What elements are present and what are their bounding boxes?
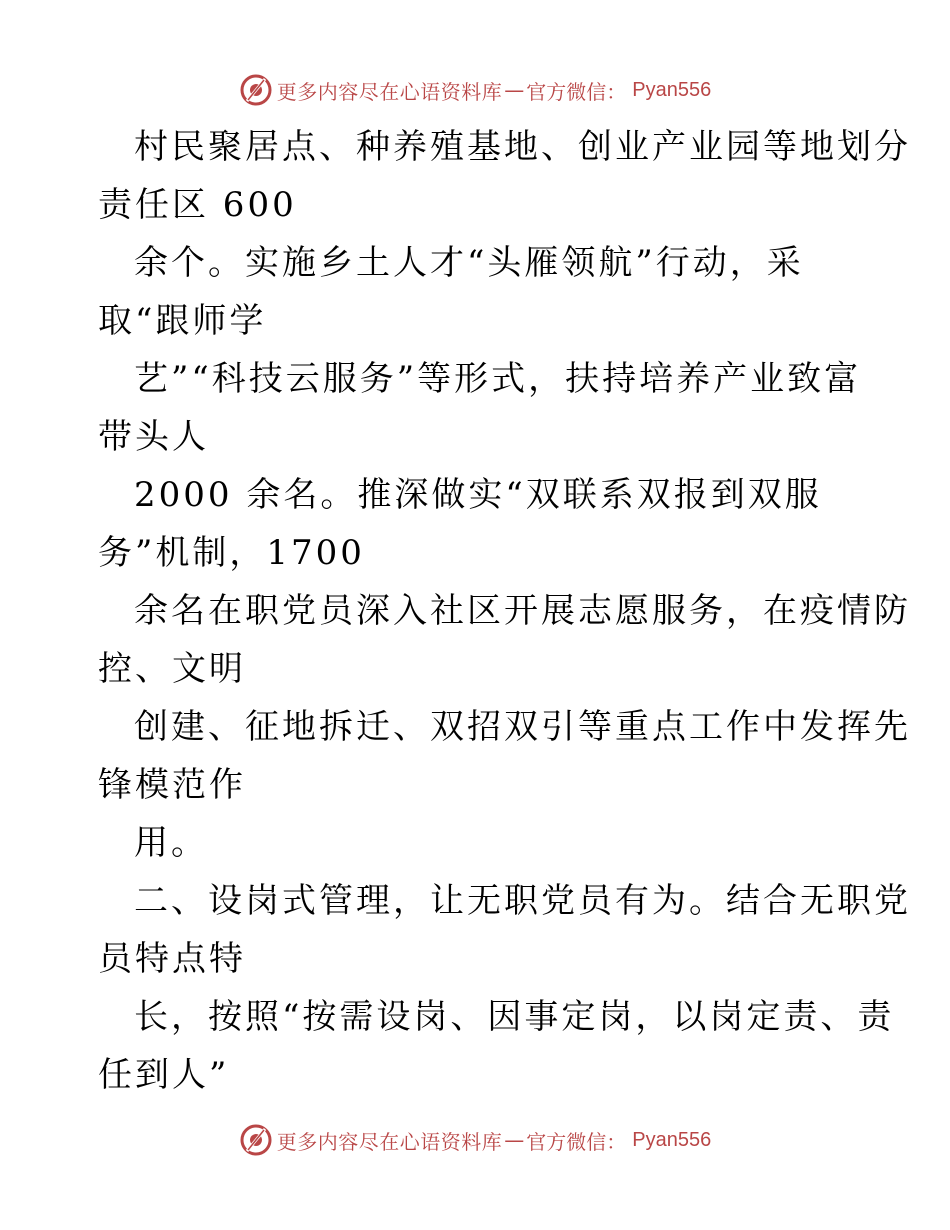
watermark-brand-text: 更多内容尽在心语资料库 <box>276 1129 503 1154</box>
watermark-account: Pyan556 <box>632 1128 712 1151</box>
watermark-wechat-label: 官方微信： <box>526 1129 627 1154</box>
watermark-wechat-label: 官方微信： <box>526 79 627 104</box>
text-line: 任到人” <box>98 1055 230 1095</box>
text-line: 余名在职党员深入社区开展志愿服务，在疫情防 <box>134 591 911 631</box>
text-line: 二、设岗式管理，让无职党员有为。结合无职党 <box>134 881 911 921</box>
text-line: 余个。实施乡土人才“头雁领航”行动，采 <box>134 243 804 283</box>
brand-logo-icon <box>239 1123 273 1157</box>
text-line: 长，按照“按需设岗、因事定岗，以岗定责、责 <box>134 997 895 1037</box>
watermark-brand-text: 更多内容尽在心语资料库 <box>276 79 503 104</box>
document-body <box>98 118 911 1104</box>
text-line: 2000 余名。推深做实“双联系双报到双服 <box>134 475 822 515</box>
footer-watermark <box>0 1120 950 1160</box>
text-line: 员特点特 <box>98 939 246 979</box>
text-line: 艺”“科技云服务”等形式，扶持培养产业致富 <box>134 359 862 399</box>
text-line: 责任区 600 <box>98 185 297 225</box>
text-line: 锋模范作 <box>98 765 246 805</box>
text-line: 创建、征地拆迁、双招双引等重点工作中发挥先 <box>134 707 911 747</box>
watermark-dash: — <box>504 1128 525 1152</box>
header-watermark <box>0 70 950 110</box>
brand-logo-icon <box>239 73 273 107</box>
watermark-account: Pyan556 <box>632 78 712 101</box>
text-line: 取“跟师学 <box>98 301 267 341</box>
text-line: 村民聚居点、种养殖基地、创业产业园等地划分 <box>134 127 911 167</box>
text-line: 用。 <box>134 823 208 863</box>
text-line: 控、文明 <box>98 649 246 689</box>
watermark-dash: — <box>504 78 525 102</box>
text-line: 务”机制，1700 <box>98 533 365 573</box>
text-line: 带头人 <box>98 417 209 457</box>
